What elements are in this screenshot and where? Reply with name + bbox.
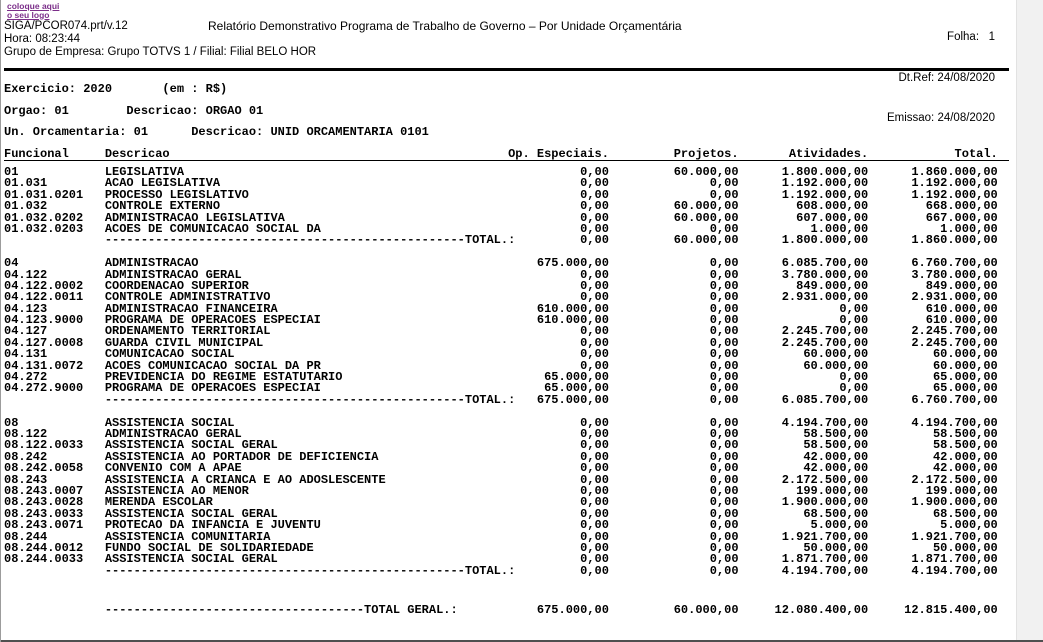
table-row: 08.244.0033 ASSISTENCIA SOCIAL GERAL 0,00 0,00 1.871.700,00 1.871.700,00 (4, 552, 998, 567)
table-row: 08.243 ASSISTENCIA A CRIANCA E AO ADOSLESCENTE 0,00 0,00 2.172.500,00 2.172.500,00 (4, 472, 998, 487)
emission-date: Emissao: 24/08/2020 (886, 112, 995, 124)
table-row: 04.131 COMUNICACAO SOCIAL 0,00 0,00 60.000,00 60.000,00 (4, 347, 998, 362)
table-row: 08.242.0058 CONVENIO COM A APAE 0,00 0,00 42.000,00 42.000,00 (4, 461, 998, 476)
table-row: 08.244.0012 FUNDO SOCIAL DE SOLIDARIEDADE 0,00 0,00 50.000,00 50.000,00 (4, 540, 998, 555)
company-branch: Grupo de Empresa: Grupo TOTVS 1 / Filial: Filial BELO HOR (4, 46, 317, 58)
table-row: 01.032.0203 ACOES DE COMUNICACAO SOCIAL DA 0,00 0,00 1.000,00 1.000,00 (4, 221, 998, 236)
program-id: SIGA/PCOR074.prt/v.12 (4, 20, 128, 32)
orgao-line: Orgao: 01 Descricao: ORGAO 01 (4, 103, 264, 118)
table-row: 08.243.0071 PROTECAO DA INFANCIA E JUVENTU 0,00 0,00 5.000,00 5.000,00 (4, 518, 998, 533)
table-row: 08.122.0033 ASSISTENCIA SOCIAL GERAL 0,00 0,00 58.500,00 58.500,00 (4, 438, 998, 453)
vertical-scrollbar[interactable] (1016, 0, 1043, 642)
table-row: 04.123 ADMINISTRACAO FINANCEIRA 610.000,00 0,00 0,00 610.000,00 (4, 301, 998, 316)
table-row: 01.031 ACAO LEGISLATIVA 0,00 0,00 1.192.000,00 1.192.000,00 (4, 176, 998, 191)
table-row: 08.122 ADMINISTRACAO GERAL 0,00 0,00 58.500,00 58.500,00 (4, 426, 998, 441)
table-row: 01 LEGISLATIVA 0,00 60.000,00 1.800.000,00 1.860.000,00 (4, 165, 998, 179)
table-row: 04.127.0008 GUARDA CIVIL MUNICIPAL 0,00 0,00 2.245.700,00 2.245.700,00 (4, 335, 998, 350)
table-row: 04 ADMINISTRACAO 675.000,00 0,00 6.085.700,00 6.760.700,00 (4, 256, 998, 271)
block-total-row: --------------------------------------------------TOTAL.: 675.000,00 0,00 6.085.700,00 6.760.700,00 (4, 392, 998, 407)
report-time: Hora: 08:23:44 (4, 33, 81, 45)
header-right-block (887, 4, 995, 153)
table-row: 04.123.9000 PROGRAMA DE OPERACOES ESPECIAI 610.000,00 0,00 0,00 610.000,00 (4, 313, 998, 328)
table-row: 08.243.0033 ASSISTENCIA SOCIAL GERAL 0,00 0,00 68.500,00 68.500,00 (4, 506, 998, 521)
unidade-line: Un. Orcamentaria: 01 Descricao: UNID ORCAMENTARIA 0101 (4, 125, 429, 139)
logo-text-line1: coloque aqui (7, 1, 60, 11)
table-row: 08.242 ASSISTENCIA AO PORTADOR DE DEFICIENCIA 0,00 0,00 42.000,00 42.000,00 (4, 449, 998, 464)
table-row: 08.244 ASSISTENCIA COMUNITARIA 0,00 0,00 1.921.700,00 1.921.700,00 (4, 529, 998, 544)
logo-placeholder (7, 2, 59, 19)
table-row: 01.031.0201 PROCESSO LEGISLATIVO 0,00 0,00 1.192.000,00 1.192.000,00 (4, 187, 998, 202)
table-row: 04.272.9000 PROGRAMA DE OPERACOES ESPECIAI 65.000,00 0,00 0,00 65.000,00 (4, 381, 998, 396)
report-title: Relatório Demonstrativo Programa de Trabalho de Governo – Por Unidade Orçamentária (208, 19, 682, 33)
table-row: 04.272 PREVIDENCIA DO REGIME ESTATUTARIO 65.000,00 0,00 0,00 65.000,00 (4, 370, 998, 385)
table-row: 08.243.0007 ASSISTENCIA AO MENOR 0,00 0,00 199.000,00 199.000,00 (4, 483, 998, 498)
table-rows (4, 167, 1043, 616)
table-row: 04.131.0072 ACOES COMUNICACAO SOCIAL DA PR 0,00 0,00 60.000,00 60.000,00 (4, 358, 998, 373)
block-total-row: --------------------------------------------------TOTAL.: 0,00 60.000,00 1.800.000,00 1.860.000,00 (4, 233, 998, 248)
table-row: 01.032.0202 ADMINISTRACAO LEGISLATIVA 0,00 60.000,00 607.000,00 667.000,00 (4, 210, 998, 225)
exercicio-line: Exercicio: 2020 (em : R$) (4, 82, 228, 96)
grand-total-row: ------------------------------------TOTAL GERAL.: 675.000,00 60.000,00 12.080.400,00 12.815.400,00 (4, 603, 998, 618)
page-number: Folha: 1 (947, 31, 995, 43)
report-body (1, 71, 1043, 616)
block-total-row: --------------------------------------------------TOTAL.: 0,00 0,00 4.194.700,00 4.194.700,00 (4, 563, 998, 578)
logo-text-line2: o seu logo (7, 9, 50, 20)
table-row: 08.243.0028 MERENDA ESCOLAR 0,00 0,00 1.900.000,00 1.900.000,00 (4, 495, 998, 510)
table-row: 01.032 CONTROLE EXTERNO 0,00 60.000,00 608.000,00 668.000,00 (4, 199, 998, 214)
table-row: 04.127 ORDENAMENTO TERRITORIAL 0,00 0,00 2.245.700,00 2.245.700,00 (4, 324, 998, 339)
table-row: 04.122.0011 CONTROLE ADMINISTRATIVO 0,00 0,00 2.931.000,00 2.931.000,00 (4, 290, 998, 305)
table-row: 08 ASSISTENCIA SOCIAL 0,00 0,00 4.194.700,00 4.194.700,00 (4, 415, 998, 430)
table-row: 04.122.0002 COORDENACAO SUPERIOR 0,00 0,00 849.000,00 849.000,00 (4, 278, 998, 293)
column-header-row: Funcional Descricao Op. Especiais. Projetos. Atividades. Total. (4, 148, 1009, 162)
reference-date: Dt.Ref: 24/08/2020 (898, 71, 995, 84)
table-row: 04.122 ADMINISTRACAO GERAL 0,00 0,00 3.780.000,00 3.780.000,00 (4, 267, 998, 282)
